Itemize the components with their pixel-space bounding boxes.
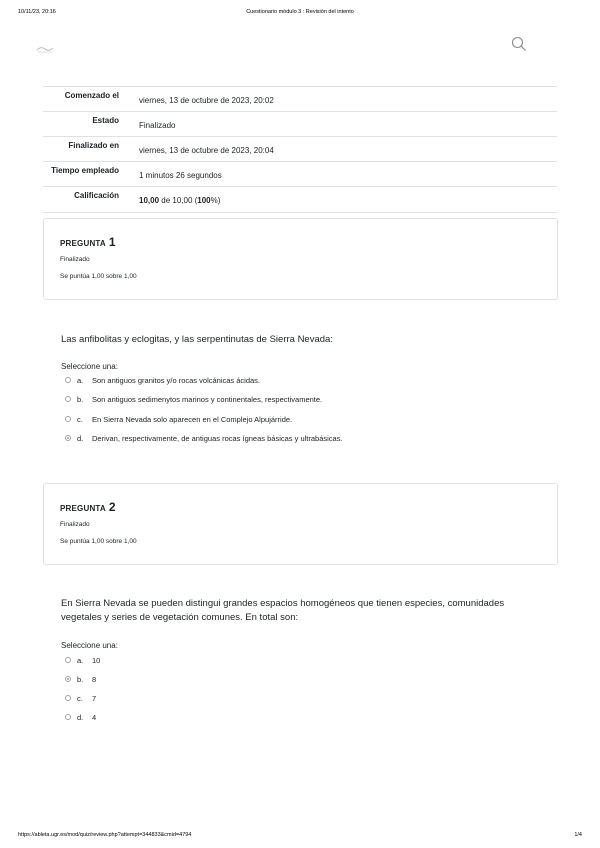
question-number — [60, 235, 116, 249]
summary-row-time — [43, 161, 557, 186]
answer-text: 8 — [92, 674, 97, 684]
question-info-card — [43, 483, 558, 565]
question-num: 2 — [108, 500, 116, 514]
summary-value: 1 minutos 26 segundos — [139, 171, 222, 180]
summary-value: Finalizado — [139, 121, 176, 130]
answer-option[interactable] — [65, 674, 96, 684]
question-label: PREGUNTA — [60, 504, 106, 513]
answer-letter: c. — [77, 693, 83, 703]
answer-letter: c. — [77, 414, 83, 424]
answer-letter: d. — [77, 712, 84, 722]
answer-letter: b. — [77, 394, 84, 404]
answer-prompt: Seleccione una: — [61, 641, 118, 650]
summary-row-state — [43, 111, 557, 136]
summary-label: Calificación — [74, 191, 119, 200]
answer-option[interactable] — [65, 712, 96, 722]
summary-value: viernes, 13 de octubre de 2023, 20:02 — [139, 96, 274, 105]
attempt-summary-table — [43, 86, 557, 213]
answer-option[interactable] — [65, 414, 292, 424]
answer-letter: a. — [77, 375, 84, 385]
question-text: En Sierra Nevada se pueden distingui grandes espacios homogéneos que tienen especies, comunidades vegetales y series de vegetación comunes. En total son: — [61, 598, 505, 623]
summary-row-grade — [43, 186, 557, 213]
summary-row-finished — [43, 136, 557, 161]
question-info-card — [43, 218, 558, 300]
grade-max: de 10,00 ( — [159, 196, 198, 205]
answer-letter: a. — [77, 655, 84, 665]
summary-value: viernes, 13 de octubre de 2023, 20:04 — [139, 146, 274, 155]
print-date: 10/11/23, 20:16 — [18, 9, 56, 15]
answer-letter: b. — [77, 674, 84, 684]
grade-percent: 100 — [197, 196, 211, 205]
answer-text: 4 — [92, 712, 97, 722]
answer-option[interactable] — [65, 375, 260, 385]
question-label: PREGUNTA — [60, 239, 106, 248]
summary-label: Estado — [92, 116, 119, 125]
answer-option[interactable] — [65, 394, 322, 404]
question-grade: Se puntúa 1,00 sobre 1,00 — [60, 538, 137, 545]
question-grade: Se puntúa 1,00 sobre 1,00 — [60, 273, 137, 280]
radio-button[interactable] — [65, 396, 71, 402]
summary-label: Tiempo empleado — [51, 166, 119, 175]
question-text: Las anfibolitas y eclogitas, y las serpentinutas de Sierra Nevada: — [61, 334, 333, 345]
answer-option[interactable] — [65, 693, 96, 703]
answer-option[interactable] — [65, 655, 100, 665]
answer-text: En Sierra Nevada solo aparecen en el Complejo Alpujárride. — [92, 414, 293, 424]
radio-button-selected[interactable] — [65, 676, 71, 682]
search-icon[interactable] — [511, 36, 527, 52]
summary-label: Comenzado el — [64, 91, 119, 100]
print-title: Cuestionario módulo 3 : Revisión del intento — [246, 9, 354, 15]
summary-value — [119, 187, 220, 212]
answer-text: Son antiguos sedimenytos marinos y continentales, respectivamente. — [92, 394, 323, 404]
print-page-number: 1/4 — [574, 832, 582, 838]
question-number — [60, 500, 116, 514]
radio-button[interactable] — [65, 657, 71, 663]
grade-percent-close: %) — [210, 196, 221, 205]
summary-row-started — [43, 86, 557, 111]
answer-text: 10 — [92, 655, 101, 665]
answer-letter: d. — [77, 433, 84, 443]
grade-score: 10,00 — [139, 196, 160, 205]
summary-label: Finalizado en — [68, 141, 119, 150]
print-header — [0, 9, 600, 21]
radio-button[interactable] — [65, 714, 71, 720]
radio-button-selected[interactable] — [65, 435, 71, 441]
question-state: Finalizado — [60, 256, 90, 263]
answer-option[interactable] — [65, 433, 343, 443]
print-url: https://ableta.ugr.es/mod/quiz/review.php?attempt=344833&cmid=4794 — [18, 832, 192, 838]
radio-button[interactable] — [65, 416, 71, 422]
answer-text: 7 — [92, 693, 97, 703]
question-state: Finalizado — [60, 521, 90, 528]
answer-text: Son antiguos granitos y/o rocas volcánicas ácidas. — [92, 375, 261, 385]
radio-button[interactable] — [65, 377, 71, 383]
answer-text: Derivan, respectivamente, de antiguas rocas ígneas básicas y ultrabásicas. — [92, 433, 343, 443]
answer-prompt: Seleccione una: — [61, 362, 118, 371]
site-logo-icon[interactable] — [35, 41, 55, 51]
radio-button[interactable] — [65, 695, 71, 701]
question-num: 1 — [108, 235, 116, 249]
